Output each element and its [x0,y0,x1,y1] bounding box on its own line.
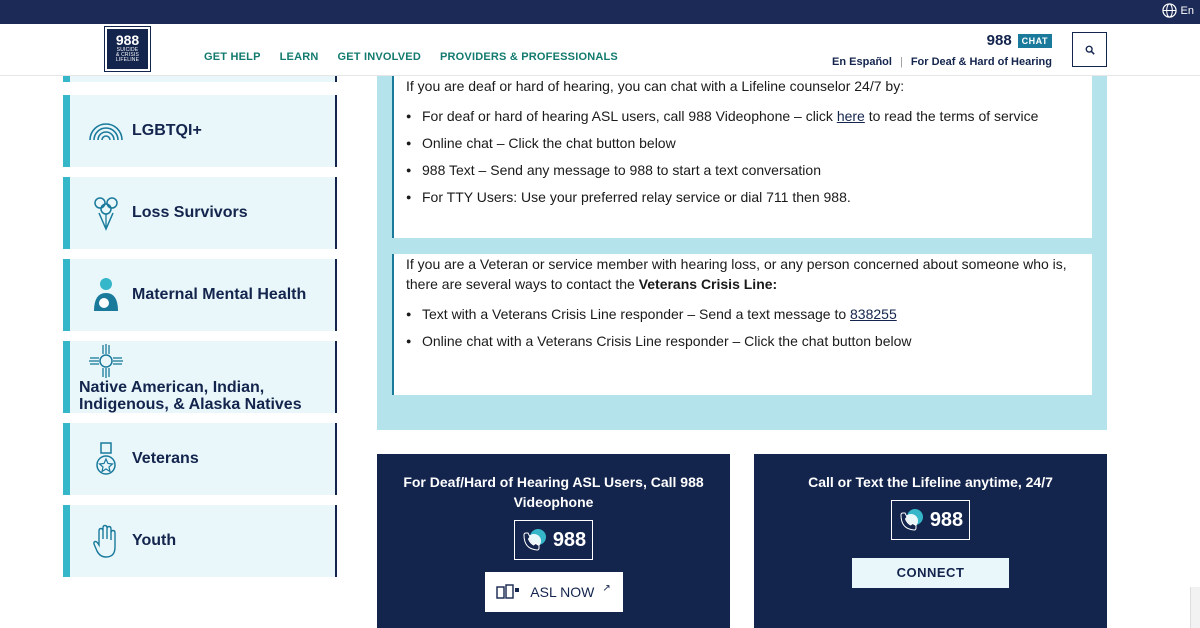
flower-bouquet-icon [86,193,126,233]
link-spanish[interactable]: En Español [832,56,892,68]
header-right [832,32,1052,68]
scrollbar-fragment[interactable] [1190,587,1200,628]
sidebar-item-label: Youth [132,532,177,549]
call-phone-number[interactable] [891,500,970,540]
list-item-text: For deaf or hard of hearing ASL users, call 988 Videophone – click [422,108,837,124]
search-icon [1085,45,1095,55]
list-item: ● Online chat with a Veterans Crisis Line responder – Click the chat button below [406,331,1080,351]
deaf-card [392,76,1092,238]
sidebar-item-label: Native American, Indian, [79,379,265,396]
link-deaf[interactable]: For Deaf & Hard of Hearing [910,56,1052,68]
sidebar-item-label-line2: Indigenous, & Alaska Natives [79,396,302,413]
asl-now-label: ASL NOW [530,584,595,600]
chat-badge: CHAT [1018,34,1052,48]
asl-number-text: 988 [552,528,587,551]
chat-number: 988 [986,32,1012,49]
main-nav [204,51,618,63]
asl-box-title: For Deaf/Hard of Hearing ASL Users, Call 988 Videophone [403,474,704,510]
hand-icon [86,521,126,561]
list-item-text: Text with a Veterans Crisis Line responder – Send a text message to [422,306,851,322]
veteran-options-list [406,304,1080,351]
zia-sun-icon [88,343,124,379]
nav-providers[interactable]: PROVIDERS & PROFESSIONALS [439,51,618,63]
videophone-icon [496,583,522,601]
sidebar-item-youth[interactable] [63,505,337,577]
connect-button[interactable]: CONNECT [852,558,1009,588]
deaf-info-panel [377,76,1107,430]
call-number-text: 988 [929,508,964,531]
sidebar-item-label: Maternal Mental Health [132,286,307,303]
veteran-card [392,254,1092,395]
header-links [832,56,1052,68]
mother-child-icon [86,275,126,315]
text-number-link[interactable]: 838255 [850,306,897,322]
call-box-title: Call or Text the Lifeline anytime, 24/7 [808,474,1053,490]
external-link-icon: ↗ [602,582,611,594]
sidebar-item-lgbtqi[interactable] [63,95,337,167]
phone-chat-icon [898,506,926,534]
sidebar-item-loss-survivors[interactable] [63,177,337,249]
search-button[interactable] [1072,32,1107,67]
sidebar-item-label: Loss Survivors [132,204,248,221]
sidebar-item-maternal[interactable] [63,259,337,331]
logo-line3: LIFELINE [115,57,140,63]
nav-get-involved[interactable]: GET INVOLVED [337,51,421,63]
list-item [406,106,1080,126]
language-label: En [1180,4,1194,17]
link-separator: | [899,56,903,68]
nav-learn[interactable]: LEARN [279,51,319,63]
list-item: ● 988 Text – Send any message to 988 to start a text conversation [406,160,1080,180]
sidebar-item-label: LGBTQI+ [132,122,202,139]
logo-line2: & CRISIS [116,52,139,58]
sidebar-item-veterans[interactable] [63,423,337,495]
sidebar-item-partial[interactable] [63,76,337,82]
deaf-options-list [406,106,1080,207]
logo-number: 988 [115,32,140,48]
call-text-box [754,454,1107,628]
terms-link[interactable]: here [836,108,865,124]
sidebar-item-native[interactable] [63,341,337,413]
list-item-text: to read the terms of service [864,108,1039,124]
language-selector[interactable] [1162,3,1194,18]
asl-now-button[interactable] [485,572,623,612]
logo[interactable] [105,27,150,71]
sidebar-item-label: Veterans [132,450,199,467]
deaf-intro: If you are deaf or hard of hearing, you can chat with a Lifeline counselor 24/7 by: [406,78,905,94]
globe-icon [1162,3,1177,18]
veteran-intro-bold: Veterans Crisis Line: [638,276,778,292]
medal-icon [86,439,126,479]
veteran-intro [406,254,1080,294]
phone-chat-icon [521,526,549,554]
nav-get-help[interactable]: GET HELP [204,51,261,63]
asl-videophone-box [377,454,730,628]
list-item [406,304,1080,324]
logo-line1: SUICIDE [116,47,139,53]
list-item: ● For TTY Users: Use your preferred relay service or dial 711 then 988. [406,187,1080,207]
asl-phone-number[interactable] [514,520,593,560]
chat-link[interactable] [832,32,1052,49]
site-header [0,24,1200,76]
rainbow-icon [86,111,126,151]
list-item: ● Online chat – Click the chat button below [406,133,1080,153]
top-bar [0,0,1200,24]
veteran-intro-text: If you are a Veteran or service member with hearing loss, or any person concerned about someone who is, there are several ways to contact the [406,256,1067,292]
